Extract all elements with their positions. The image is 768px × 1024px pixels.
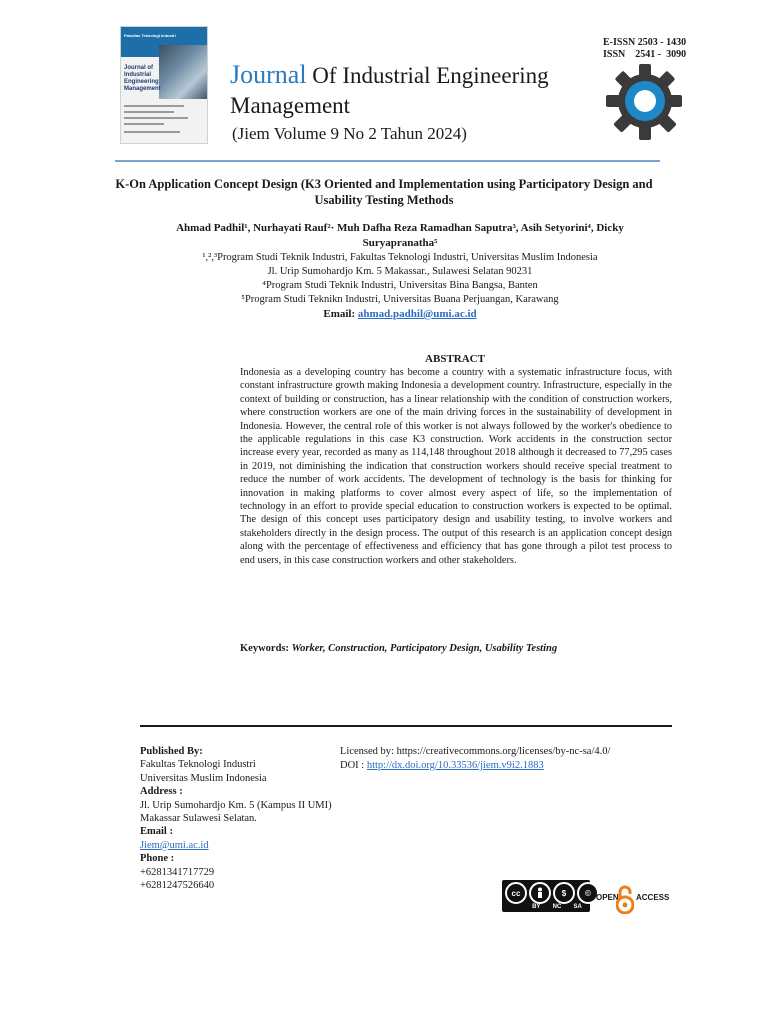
license-info <box>340 745 680 773</box>
published-label: Published By: <box>140 746 203 757</box>
cc-by-nc-sa-badge[interactable] <box>502 880 590 912</box>
cc-icon: cc <box>505 882 527 904</box>
publisher-faculty: Fakultas Teknologi Industri <box>140 759 256 771</box>
publisher-university: Universitas Muslim Indonesia <box>140 772 267 784</box>
footer-rule-top <box>140 725 672 727</box>
keywords-list: Worker, Construction, Participatory Design, Usability Testing <box>291 643 558 654</box>
cc-label-by: BY <box>532 904 541 910</box>
affiliation-2: Jl. Urip Sumohardjo Km. 5 Makassar., Sulawesi Selatan 90231 <box>267 266 533 277</box>
cc-label-sa: SA <box>573 904 582 910</box>
oa-access-text: ACCESS <box>636 893 670 902</box>
address-line-1: Jl. Urip Sumohardjo Km. 5 (Kampus II UMI) <box>140 799 332 811</box>
by-icon <box>529 882 551 904</box>
phone-1: +6281341717729 <box>140 866 215 878</box>
doi-line <box>340 759 680 773</box>
sa-icon: © <box>577 882 599 904</box>
journal-title-first: Journal <box>230 60 307 89</box>
corresponding-email <box>150 308 650 320</box>
journal-title <box>230 60 600 121</box>
paper-title: K-On Application Concept Design (K3 Oriented and Implementation using Participatory Design and Usability Testing Methods <box>115 177 653 207</box>
cc-label-nc: NC <box>552 904 562 910</box>
cover-top-text: Fakultas Teknologi Industri <box>124 33 176 38</box>
doi-label: DOI : <box>340 760 367 771</box>
affiliation-1: ¹,²,³Program Studi Teknik Industri, Fakultas Teknologi Industri, Universitas Muslim Indonesia <box>202 252 598 263</box>
address-line-2: Makassar Sulawesi Selatan. <box>140 813 257 825</box>
header-rule <box>115 160 660 162</box>
footer-email-label: Email : <box>140 826 173 838</box>
journal-title-rest: Of Industrial Engineering Management <box>230 63 549 118</box>
phone-label: Phone : <box>140 853 175 865</box>
gear-logo-icon <box>604 62 684 142</box>
affiliation-3: ⁴Program Studi Teknik Industri, Universitas Bina Bangsa, Banten <box>262 280 538 291</box>
issn: ISSN 2541 - 3090 <box>603 49 687 60</box>
abstract-heading: ABSTRACT <box>425 353 485 365</box>
affiliation-4: ⁵Program Studi Teknikn Industri, Universitas Buana Perjuangan, Karawang <box>241 294 559 305</box>
open-access-lock-icon <box>616 884 634 914</box>
journal-cover-image <box>120 26 208 144</box>
keywords <box>240 643 680 654</box>
keywords-label: Keywords: <box>240 643 289 654</box>
address-label: Address : <box>140 786 183 798</box>
email-link[interactable]: ahmad.padhil@umi.ac.id <box>357 308 477 320</box>
email-label: Email: <box>323 308 356 320</box>
abstract-text: Indonesia as a developing country has become a country with a systematic infrastructure focus, with constant infrastructure growth making Indonesia a development country. Infrastructure, especially in the context of building or construction, has a linear relationship with the condition of construction workers, where construction workers are one of the main driving forces in the sustainability of development in Indonesia. However, the central role of this worker is not always followed by the worker's obedience to the applicable regulations in this case K3 construction. Work accidents in the construction sector increase every year, recorded as many as 114,148 throughout 2018 although it decreased to 77,295 cases in 2019, not diminishing the indication that construction workers should receive special treatment to reduce the number of work accidents. The development of technology is the basis for thinking for innovation in making platforms to cover almost every aspect of life, so the implementation of technology in an effort to provide special education to construction workers is expected to be optimal. The design of this concept uses participatory design and usability testing, to involve workers and stakeholders directly in the design process. The output of this research is an application concept design along with the percentage of effectiveness and efficiency that has gone through a pilot test process to end users, in this case construction workers and other stakeholders. <box>240 367 672 566</box>
open-access-badge <box>596 884 676 914</box>
eissn: E-ISSN 2503 - 1430 <box>603 37 687 48</box>
paper-authors: Ahmad Padhil¹, Nurhayati Rauf²· Muh Dafha Reza Ramadhan Saputra³, Asih Setyorini⁴, Dicky Suryapranatha⁵ <box>176 222 624 249</box>
phone-2: +6281247526640 <box>140 880 215 892</box>
issn-block <box>603 37 686 61</box>
oa-open-text: OPEN <box>596 893 619 902</box>
cover-title: Journal of Industrial Engineering Management <box>124 65 161 92</box>
doi-link[interactable]: http://dx.doi.org/10.33536/jiem.v9i2.1883 <box>366 760 544 771</box>
nc-icon: $ <box>553 882 575 904</box>
footer-email-link[interactable]: Jiem@umi.ac.id <box>140 839 209 851</box>
journal-volume: (Jiem Volume 9 No 2 Tahun 2024) <box>232 124 467 143</box>
license-text: Licensed by: https://creativecommons.org/licenses/by-nc-sa/4.0/ <box>340 746 611 757</box>
